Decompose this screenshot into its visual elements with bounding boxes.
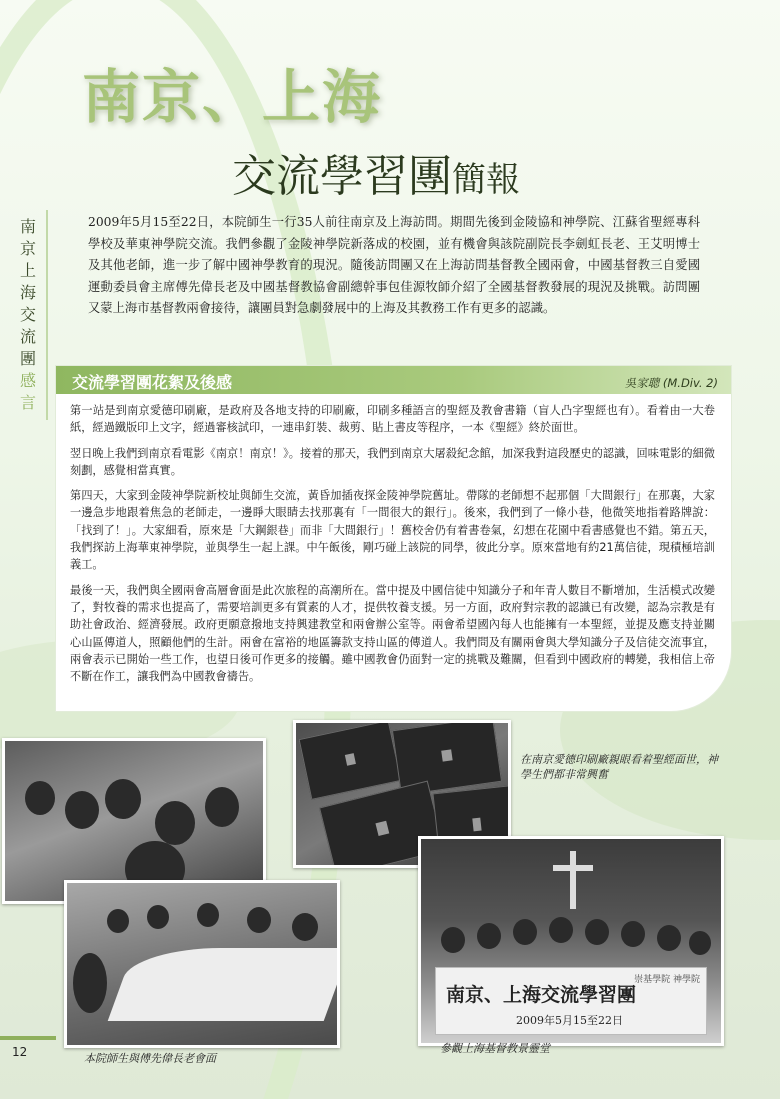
person-silhouette xyxy=(689,931,711,955)
article-paragraph: 翌日晚上我們到南京看電影《南京！南京！》。接着的那天，我們到南京大屠殺紀念館，加深我對這段歷史的認識，回味電影的細微刻劃，感覺相當真實。 xyxy=(70,446,715,477)
person-silhouette xyxy=(247,907,271,933)
person-silhouette xyxy=(585,919,609,945)
person-silhouette xyxy=(621,921,645,947)
person-silhouette xyxy=(105,779,141,819)
person-silhouette xyxy=(205,787,239,827)
side-char: 上 xyxy=(19,261,36,280)
person-silhouette xyxy=(107,909,129,933)
banner-logo: 崇基學院 神學院 xyxy=(634,975,700,985)
bible-cover-label xyxy=(375,821,389,836)
church-cross xyxy=(570,851,576,909)
headline-line-1: 南京、上海 xyxy=(82,63,383,131)
person-silhouette xyxy=(441,927,465,953)
person-silhouette xyxy=(147,905,169,929)
side-char: 海 xyxy=(19,283,36,302)
side-char: 南 xyxy=(19,217,36,236)
person-silhouette xyxy=(657,925,681,951)
person-silhouette xyxy=(549,917,573,943)
headline-line-2 xyxy=(232,140,520,204)
banner-date: 2009年5月15至22日 xyxy=(516,1014,623,1027)
bible-cover-label xyxy=(441,749,453,762)
person-silhouette xyxy=(477,923,501,949)
bible-cover-label xyxy=(472,818,481,831)
caption-church-visit: 參觀上海基督教景靈堂 xyxy=(440,1042,550,1055)
side-char: 交 xyxy=(19,305,36,324)
person-silhouette xyxy=(65,791,99,829)
article-title: 交流學習團花絮及後感 xyxy=(72,373,233,392)
article-paragraph: 最後一天，我們與全國兩會高層會面是此次旅程的高潮所在。當中提及中國信徒中知識分子和年青人數目不斷增加，生活模式改變了，對牧養的需求也提高了，需要培訓更多有質素的人才，提供牧養支援。另一方面，政府對宗教的認識已有改變，認為宗教是有助社會政治、經濟發展。政府更願意撥地支持興建教堂和兩會辦公室等。兩會希望國內每人也能擁有一本聖經，並提及應支持並關心山區傳道人，照顧他們的生計。兩會在富裕的地區籌款支持山區的傳道人。我們問及有關兩會與大學知識分子及信徒交流事宜，兩會表示已開始一些工作，也望日後可作更多的接觸。雖中國教會仍面對一定的挑戰及難關，但看到中國政府的轉變，我相信上帝不斷在作工，讓我們為中國教會禱告。 xyxy=(70,583,715,684)
banner-title: 南京、上海交流學習團 xyxy=(446,984,637,1006)
article-paragraph: 第四天，大家到金陵神學院新校址與師生交流，黃昏加插夜探金陵神學院舊址。帶隊的老師想不起那個「大間銀行」在那裏，大家一邊急步地跟着焦急的老師走，一邊睜大眼睛去找那裏有「一間很大的銀行」。後來，我們到了一條小巷，他微笑地指着路牌說：「找到了！」。大家細看，原來是「大鋼銀巷」而非「大間銀行」！舊校舍仍有着書卷氣，幻想在花園中看書感覺也不錯。第五天，我們探訪上海華東神學院，並與學生一起上課。中午飯後，剛巧碰上該院的同學，彼此分享。原來當地有約21萬信徒，現積極培訓義工。 xyxy=(70,489,715,572)
headline-small: 簡報 xyxy=(452,160,520,200)
article-body xyxy=(70,402,715,693)
article-author: 吳家聰 (M.Div. 2) xyxy=(624,376,718,390)
person-silhouette xyxy=(513,919,537,945)
side-char: 京 xyxy=(19,239,36,258)
intro-paragraph: 2009年5月15至22日，本院師生一行35人前往南京及上海訪問。期間先後到金陵協和神學院、江蘇省聖經專科學校及華東神學院交流。我們參觀了金陵神學院新落成的校園，並有機會與該院副院長李劍虹長老、王艾明博士及其他老師，進一步了解中國神學教育的現況。隨後訪問團又在上海訪問基督教全國兩會，中國基督教三自愛國運動委員會主席傅先偉長老及中國基督教協會副總幹事包佳源牧師介紹了全國基督教發展的現況及挑戰。訪問團又蒙上海市基督教兩會接待，讓團員對急劇發展中的上海及其教務工作有更多的認識。 xyxy=(88,215,700,316)
side-char: 團 xyxy=(19,349,36,368)
photo-meeting xyxy=(64,880,340,1048)
bible-cover-label xyxy=(344,753,355,765)
meeting-table xyxy=(108,948,340,1021)
headline-main: 交流學習團 xyxy=(232,151,452,202)
caption-meeting: 本院師生與傅先偉長老會面 xyxy=(84,1052,216,1065)
person-silhouette xyxy=(25,781,55,815)
person-silhouette xyxy=(155,801,195,845)
side-divider xyxy=(46,210,48,420)
bible-book xyxy=(299,720,402,800)
side-char-accent: 言 xyxy=(19,393,36,412)
group-banner xyxy=(435,967,707,1035)
page-number-bar xyxy=(0,1036,56,1040)
person-silhouette xyxy=(197,903,219,927)
article-paragraph: 第一站是到南京愛德印刷廠，是政府及各地支持的印刷廠，印刷多種語言的聖經及教會書籍（盲人凸字聖經也有）。看着由一大卷紙，經過鐵版印上文字，經過審核試印，一連串釘裝、裁剪、貼上書皮等程序，一本《聖經》終於面世。 xyxy=(70,404,715,435)
vertical-section-label xyxy=(16,216,40,414)
person-silhouette xyxy=(73,953,107,1013)
page-number: 12 xyxy=(12,1045,28,1059)
caption-bible-printing: 在南京愛德印刷廠親眼看着聖經面世，神學生們都非常興奮 xyxy=(520,753,718,781)
side-char: 流 xyxy=(19,327,36,346)
person-silhouette xyxy=(292,913,318,941)
photo-group-church xyxy=(418,836,724,1046)
side-char-accent: 感 xyxy=(19,371,36,390)
